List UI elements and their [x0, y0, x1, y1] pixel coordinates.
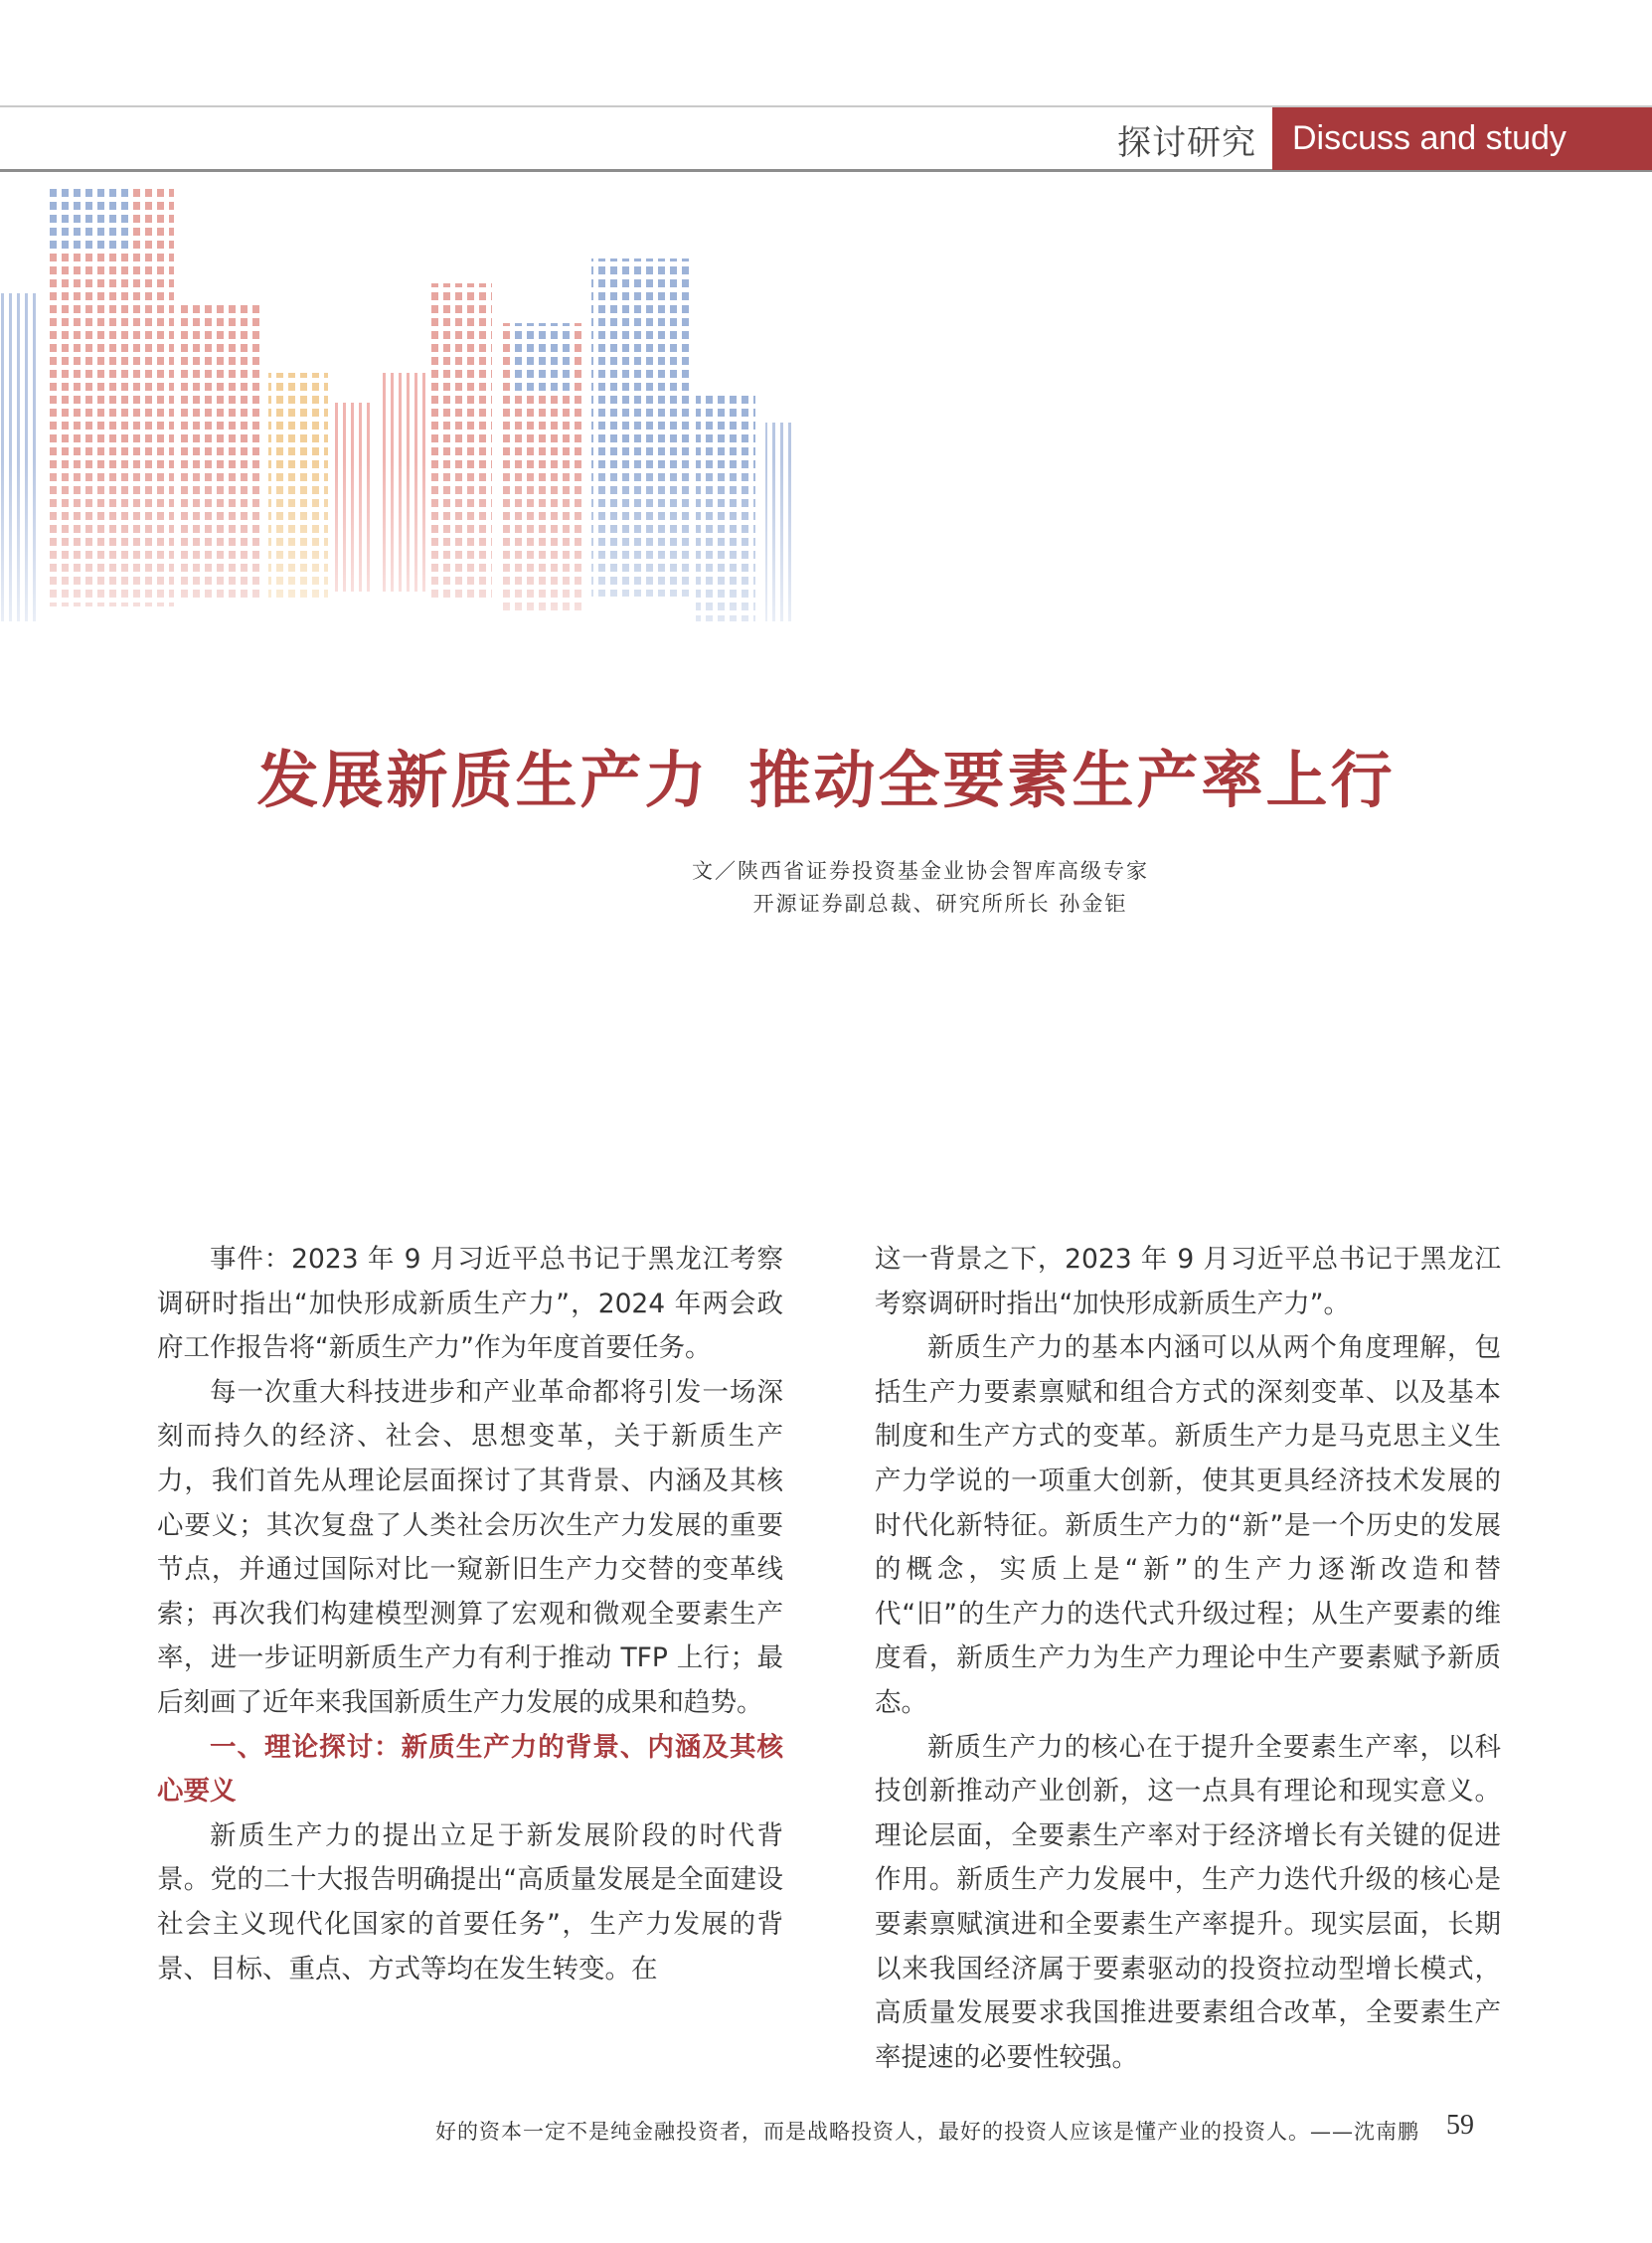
city-skyline-illustration — [0, 174, 815, 691]
article-title-part2: 推动全要素生产率上行 — [748, 744, 1396, 816]
section-label-cn: 探讨研究 — [1117, 123, 1256, 163]
paragraph: 这一背景之下，2023 年 9 月习近平总书记于黑龙江考察调研时指出“加快形成新质生产力”。 — [875, 1244, 1501, 1319]
paragraph: 每一次重大科技进步和产业革命都将引发一场深刻而持久的经济、社会、思想变革，关于新质生产力，我们首先从理论层面探讨了其背景、内涵及其核心要义；其次复盘了人类社会历次生产力发展的重要节点，并通过国际对比一窥新旧生产力交替的变革线索；再次我们构建模型测算了宏观和微观全要素生产率，进一步证明新质生产力有利于推动 TFP 上行；最后刻画了近年来我国新质生产力发展的成果和趋势。 — [157, 1376, 783, 1718]
byline — [0, 855, 1652, 921]
paragraph: 事件：2023 年 9 月习近平总书记于黑龙江考察调研时指出“加快形成新质生产力”，2024 年两会政府工作报告将“新质生产力”作为年度首要任务。 — [157, 1244, 783, 1364]
footer-quote: 好的资本一定不是纯金融投资者，而是战略投资人，最好的投资人应该是懂产业的投资人。——沈南鹏 — [435, 2120, 1419, 2144]
byline-line1: 文／陕西省证券投资基金业协会智库高级专家 — [692, 859, 1149, 883]
body-column-left — [157, 1238, 783, 1991]
section-label-en: Discuss and study — [1272, 107, 1652, 170]
article-title-part1: 发展新质生产力 — [256, 744, 710, 816]
paragraph: 新质生产力的提出立足于新发展阶段的时代背景。党的二十大报告明确提出“高质量发展是全面建设社会主义现代化国家的首要任务”，生产力发展的背景、目标、重点、方式等均在发生转变。在 — [157, 1819, 783, 1984]
paragraph: 新质生产力的核心在于提升全要素生产率，以科技创新推动产业创新，这一点具有理论和现实意义。理论层面，全要素生产率对于经济增长有关键的促进作用。新质生产力发展中，生产力迭代升级的核心是要素禀赋演进和全要素生产率提升。现实层面，长期以来我国经济属于要素驱动的投资拉动型增长模式，高质量发展要求我国推进要素组合改革，全要素生产率提速的必要性较强。 — [875, 1731, 1501, 2073]
byline-line2: 开源证券副总裁、研究所所长 孙金钜 — [752, 892, 1128, 916]
page-number: 59 — [1446, 2110, 1474, 2141]
body-column-right — [875, 1238, 1501, 2080]
section-heading: 一、理论探讨：新质生产力的背景、内涵及其核心要义 — [157, 1731, 783, 1808]
article-title — [0, 731, 1652, 819]
paragraph: 新质生产力的基本内涵可以从两个角度理解，包括生产力要素禀赋和组合方式的深刻变革、以及基本制度和生产方式的变革。新质生产力是马克思主义生产力学说的一项重大创新，使其更具经济技术发展的时代化新特征。新质生产力的“新”是一个历史的发展的概念，实质上是“新”的生产力逐渐改造和替代“旧”的生产力的迭代式升级过程；从生产要素的维度看，新质生产力为生产力理论中生产要素赋予新质态。 — [875, 1332, 1501, 1718]
